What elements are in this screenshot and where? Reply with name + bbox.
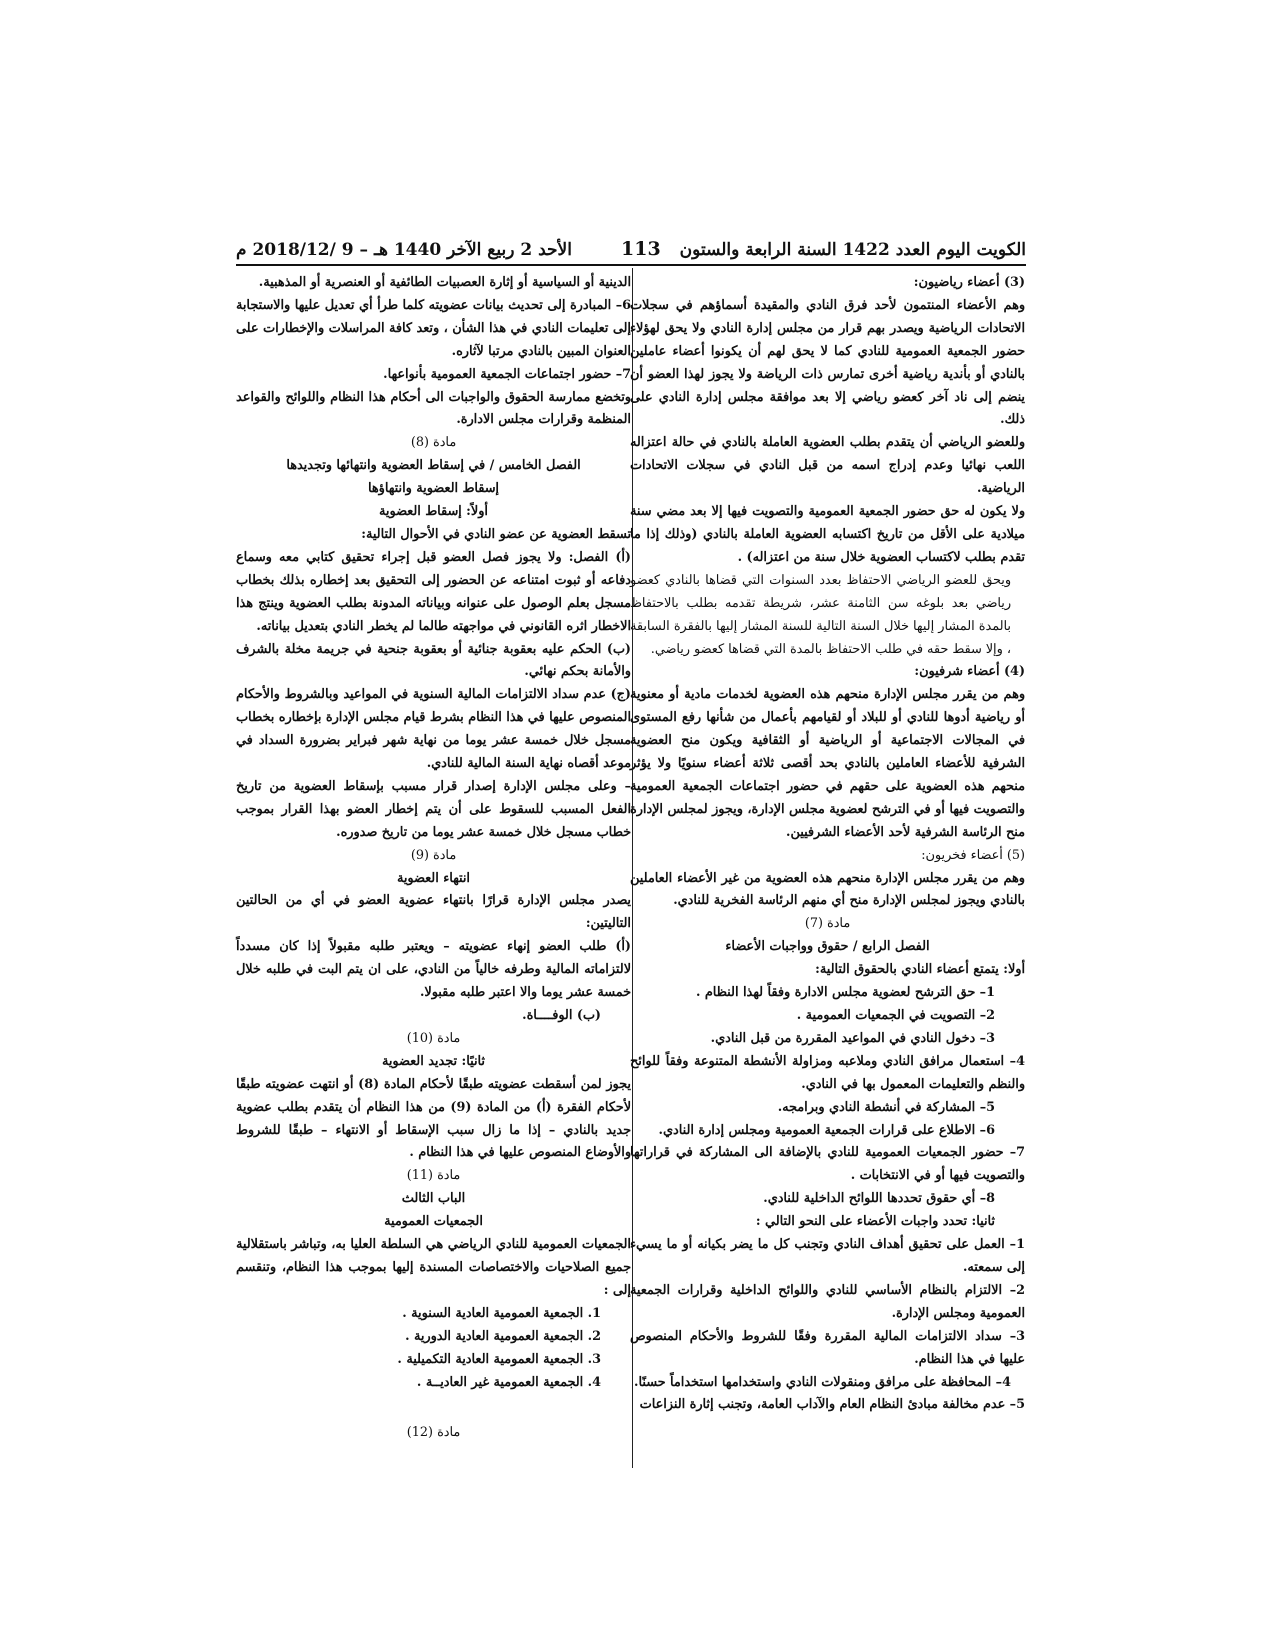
paragraph: الدينية أو السياسية أو إثارة العصبيات الطائفية أو العنصرية أو المذهبية. (258, 275, 631, 290)
article-heading: مادة (12) (406, 1425, 461, 1441)
list-item: 2. الجمعية العمومية العادية الدورية . (405, 1328, 601, 1344)
paragraph: وتخضع ممارسة الحقوق والواجبات الى أحكام هذا النظام واللوائح والقواعد المنظمة وقرارات مجلس الادارة. (236, 389, 631, 428)
list-item: 6– الاطلاع على قرارات الجمعية العمومية ومجلس إدارة النادي. (658, 1122, 995, 1138)
article-heading: مادة (8) (410, 435, 457, 451)
paragraph: وهم من يقرر مجلس الإدارة منحهم هذه العضوية من غير الأعضاء العاملين بالنادي ويجوز لمجلس الإدارة منح أي منهم الرئاسة الفخرية للنادي. (630, 870, 1025, 909)
header-rule (236, 264, 1026, 266)
list-item: 2– الالتزام بالنظام الأساسي للنادي واللوائح الداخلية وقرارات الجمعية العمومية ومجلس الإدارة. (630, 1282, 1025, 1321)
paragraph: الجمعيات العمومية للنادي الرياضي هي السلطة العليا به، وتباشر باستقلالية جميع الصلاحيات والاختصاصات المسندة إليها بموجب هذا النظام، وتنقسم إلى : (236, 1237, 631, 1298)
paragraph: (ج) عدم سداد الالتزامات المالية السنوية في المواعيد وبالشروط والأحكام المنصوص عليها في هذا النظام بشرط قيام مجلس الإدارة بإخطاره بخطاب مسجل خلال خمسة عشر يوما من نهاية شهر فبراير بضرورة السداد في موعد أقصاه نهاية السنة المالية للنادي. (236, 687, 631, 772)
page-header (236, 236, 1026, 266)
paragraph: وهم الأعضاء المنتمون لأحد فرق النادي والمقيدة أسماؤهم في سجلات الاتحادات الرياضية ويصدر بهم قرار من مجلس إدارة النادي ولا يحق لهؤلاء حضور الجمعية العمومية للنادي كما لا يحق لهم أن يكونوا أعضاء عاملين بالنادي أو بأندية رياضية أخرى تمارس ذات الرياضة ولا يجوز لهذا العضو أن ينضم إلى ناد آخر كعضو رياضي إلا بعد موافقة مجلس إدارة النادي على ذلك. (630, 297, 1025, 428)
article-heading: مادة (11) (406, 1168, 461, 1184)
paragraph: (أ) الفصل: ولا يجوز فصل العضو قبل إجراء تحقيق كتابي معه وسماع دفاعه أو ثبوت امتناعه عن الحضور إلى التحقيق بعد إخطاره بذلك بخطاب مسجل بعلم الوصول على عنوانه وبياناته المدونة بطلب العضوية وينتج هذا الاخطار اثره القانوني في مواجهته طالما لم يخطر النادي بتعديل بياناته. (236, 549, 631, 634)
paragraph: ويحق للعضو الرياضي الاحتفاظ بعدد السنوات التي قضاها بالنادي كعضو رياضي بعد بلوغه سن الثامنة عشر، شريطة تقدمه بطلب بالاحتفاظ بالمدة المشار إليها خلال السنة التالية للسنة المشار إليها بالفقرة السابقة ، وإلا سقط حقه في طلب الاحتفاظ بالمدة التي قضاها كعضو رياضي. (630, 572, 1011, 657)
section-heading: أولاً: إسقاط العضوية (379, 504, 488, 520)
list-item: 1– حق الترشح لعضوية مجلس الادارة وفقاً لهذا النظام . (695, 985, 995, 1001)
list-item: 6– المبادرة إلى تحديث بيانات عضويته كلما طرأ أي تعديل عليها والاستجابة إلى تعليمات النادي في هذا الشأن ، وتعد كافة المراسلات والإخطارات على العنوان المبين بالنادي مرتبا لآثاره. (236, 297, 631, 359)
list-item: 3– سداد الالتزامات المالية المقررة وفقًا للشروط والأحكام المنصوص عليها في هذا النظام. (630, 1328, 1025, 1367)
paragraph: يصدر مجلس الإدارة قرارًا بانتهاء عضوية العضو في أي من الحالتين التاليتين: (236, 893, 631, 932)
issue-date: الأحد 2 ربيع الآخر 1440 هـ – 9 /2018/12 م (236, 240, 572, 260)
gazette-issue-info: الكويت اليوم العدد 1422 السنة الرابعة والستون (679, 240, 1026, 260)
list-item: 3– دخول النادي في المواعيد المقررة من قبل النادي. (710, 1030, 995, 1046)
list-item: 7– حضور اجتماعات الجمعية العمومية بأنواعها. (383, 366, 631, 382)
paragraph: أولا: يتمتع أعضاء النادي بالحقوق التالية: (815, 962, 1025, 978)
list-item: 4– المحافظة على مرافق ومنقولات النادي واستخدامها استخداماً حسنًا. (634, 1374, 1011, 1390)
article-heading: مادة (10) (406, 1030, 461, 1046)
section-heading: ثانيًا: تجديد العضوية (382, 1053, 485, 1069)
paragraph: وهم من يقرر مجلس الإدارة منحهم هذه العضوية لخدمات مادية أو معنوية أو رياضية أدوها للنادي أو للبلاد أو لقيامهم بأعمال من شأنها رفع المستوى في المجالات الاجتماعية أو الرياضية أو الثقافية ويكون منح العضوية الشرفية للأعضاء العاملين بالنادي بحد أقصى ثلاثة أعضاء سنويًا ولا يؤثر منحهم هذه العضوية على حقهم في حضور اجتماعات الجمعية العمومية والتصويت فيها أو في الترشح لعضوية مجلس الإدارة، ويجوز لمجلس الإدارة منح الرئاسة الشرفية لأحد الأعضاء الشرفيين. (630, 687, 1025, 840)
list-item: 1. الجمعية العمومية العادية السنوية . (402, 1305, 601, 1321)
list-item: 4. الجمعية العمومية غير العاديــة . (416, 1374, 601, 1390)
article-heading: مادة (7) (804, 916, 851, 932)
paragraph: يجوز لمن أسقطت عضويته طبقًا لأحكام المادة (8) أو انتهت عضويته طبقًا لأحكام الفقرة (أ) من المادة (9) من هذا النظام أن يتقدم بطلب عضوية جديد بالنادي – إذا ما زال سبب الإسقاط أو الانتهاء – طبقًا للشروط والأوضاع المنصوص عليها في هذا النظام . (236, 1076, 631, 1161)
list-item: 1– العمل على تحقيق أهداف النادي وتجنب كل ما يضر بكيانه أو ما يسيء إلى سمعته. (630, 1237, 1025, 1275)
chapter-heading: الفصل الرابع / حقوق وواجبات الأعضاء (725, 939, 930, 955)
paragraph: (أ) طلب العضو إنهاء عضويته – ويعتبر طلبه مقبولاً إذا كان مسدداً لالتزاماته المالية وطرفه خالياً من النادي، على ان يتم البت في طلبه خلال خمسة عشر يوما والا اعتبر طلبه مقبولا. (236, 939, 631, 1001)
paragraph: (4) أعضاء شرفيون: (914, 664, 1025, 680)
list-item: 7– حضور الجمعيات العمومية للنادي بالإضافة الى المشاركة في قراراتها والتصويت فيها أو في الانتخابات . (630, 1145, 1025, 1184)
list-item: 2– التصويت في الجمعيات العمومية . (796, 1008, 995, 1023)
paragraph: ثانيا: تحدد واجبات الأعضاء على النحو التالي : (755, 1214, 995, 1230)
list-item: 8– أي حقوق تحددها اللوائح الداخلية للنادي. (763, 1191, 995, 1207)
section-heading: إسقاط العضوية وانتهاؤها (368, 481, 499, 497)
chapter-heading: الفصل الخامس / في إسقاط العضوية وانتهائها وتجديدها (286, 458, 581, 474)
section-heading: انتهاء العضوية (396, 870, 470, 886)
right-column (630, 272, 1025, 1417)
left-column (236, 272, 631, 1445)
paragraph: تسقط العضوية عن عضو النادي في الأحوال التالية: (361, 526, 631, 542)
list-item: 5– المشاركة في أنشطة النادي وبرامجه. (777, 1099, 995, 1115)
paragraph: وللعضو الرياضي أن يتقدم بطلب العضوية العاملة بالنادي في حالة اعتزاله اللعب نهائيا وعدم إدراج اسمه من قبل النادي في سجلات الاتحادات الرياضية. (630, 435, 1025, 497)
paragraph: (3) أعضاء رياضيون: (913, 275, 1025, 290)
paragraph: (ب) الحكم عليه بعقوبة جنائية أو بعقوبة جنحية في جريمة مخلة بالشرف والأمانة بحكم نهائي. (236, 641, 631, 680)
list-item: 5– عدم مخالفة مبادئ النظام العام والآداب العامة، وتجنب إثارة النزاعات (639, 1397, 1025, 1413)
page-number: 113 (621, 238, 661, 260)
paragraph: (5) أعضاء فخريون: (921, 847, 1025, 863)
paragraph: – وعلى مجلس الإدارة إصدار قرار مسبب بإسقاط العضوية من تاريخ الفعل المسبب للسقوط على أن يتم إخطار العضو بهذا القرار بموجب خطاب مسجل خلال خمسة عشر يوما من تاريخ صدوره. (236, 778, 631, 840)
part-heading: الباب الثالث (401, 1191, 466, 1207)
paragraph: ولا يكون له حق حضور الجمعية العمومية والتصويت فيها إلا بعد مضي سنة ميلادية على الأقل من تاريخ اكتسابه العضوية العاملة بالنادي (وذلك إذا ما تقدم بطلب لاكتساب العضوية خلال سنة من اعتزاله) . (630, 504, 1025, 565)
section-heading: الجمعيات العمومية (384, 1214, 483, 1230)
article-heading: مادة (9) (410, 847, 457, 863)
paragraph: (ب) الوفــــاة. (522, 1008, 601, 1023)
list-item: 4– استعمال مرافق النادي وملاعبه ومزاولة الأنشطة المتنوعة وفقاً للوائح والنظم والتعليمات المعمول بها في النادي. (630, 1053, 1025, 1092)
list-item: 3. الجمعية العمومية العادية التكميلية . (397, 1351, 601, 1367)
